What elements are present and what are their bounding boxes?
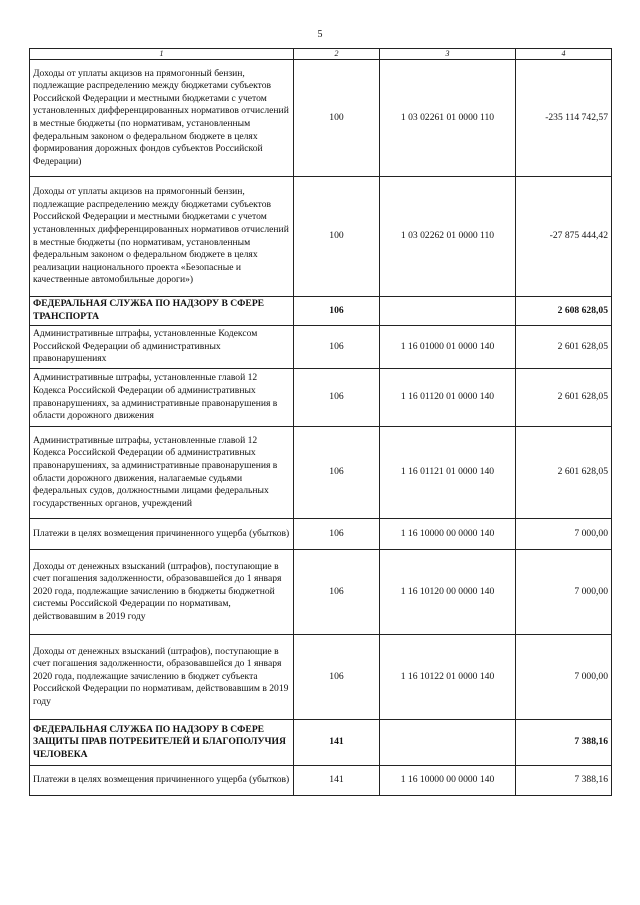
row-description: Платежи в целях возмещения причиненного ущерба (убытков) [30, 519, 294, 550]
column-header-1: 1 [30, 49, 294, 60]
table-row [30, 766, 612, 796]
row-budget-code: 1 16 01121 01 0000 140 [380, 427, 516, 519]
row-description: Административные штрафы, установленные Кодексом Российской Федерации об административных правонарушениях [30, 326, 294, 369]
row-admin-code: 106 [294, 297, 380, 326]
row-description: Административные штрафы, установленные главой 12 Кодекса Российской Федерации об административных правонарушениях, за административные правонарушения в области дорожного движения [30, 369, 294, 427]
page-number: 5 [317, 29, 323, 40]
row-description: Доходы от денежных взысканий (штрафов), поступающие в счет погашения задолженности, образовавшейся до 1 января 2020 года, подлежащие зачислению в бюджет субъекта Российской Федерации по нормативам, действовавшим в 2019 году [30, 635, 294, 720]
row-amount: 2 601 628,05 [516, 427, 612, 519]
row-budget-code: 1 16 01000 01 0000 140 [380, 326, 516, 369]
row-description: Доходы от уплаты акцизов на прямогонный бензин, подлежащие распределению между бюджетами субъектов Российской Федерации и местными бюджетами с учетом установленных дифференцированных нормативов отчислений в местные бюджеты (по нормативам, установленным федеральным законом о федеральном бюджете в целях формирования дорожных фондов субъектов Российской Федерации) [30, 60, 294, 177]
table-row [30, 635, 612, 720]
row-budget-code [380, 720, 516, 766]
row-amount: 7 000,00 [516, 519, 612, 550]
row-amount: 7 000,00 [516, 550, 612, 635]
row-budget-code: 1 03 02261 01 0000 110 [380, 60, 516, 177]
table-row [30, 427, 612, 519]
row-description: ФЕДЕРАЛЬНАЯ СЛУЖБА ПО НАДЗОРУ В СФЕРЕ ЗАЩИТЫ ПРАВ ПОТРЕБИТЕЛЕЙ И БЛАГОПОЛУЧИЯ ЧЕЛОВЕКА [30, 720, 294, 766]
column-header-3: 3 [380, 49, 516, 60]
row-admin-code: 106 [294, 550, 380, 635]
row-amount: 7 000,00 [516, 635, 612, 720]
column-number-row [30, 49, 612, 60]
table-row [30, 177, 612, 297]
row-amount: -235 114 742,57 [516, 60, 612, 177]
table-row [30, 326, 612, 369]
table-row-agency [30, 720, 612, 766]
revenue-table [29, 48, 612, 796]
row-admin-code: 100 [294, 177, 380, 297]
row-admin-code: 106 [294, 635, 380, 720]
row-budget-code: 1 16 10120 00 0000 140 [380, 550, 516, 635]
row-admin-code: 141 [294, 766, 380, 796]
row-description: ФЕДЕРАЛЬНАЯ СЛУЖБА ПО НАДЗОРУ В СФЕРЕ ТРАНСПОРТА [30, 297, 294, 326]
table-row [30, 519, 612, 550]
row-admin-code: 100 [294, 60, 380, 177]
row-admin-code: 106 [294, 326, 380, 369]
row-amount: -27 875 444,42 [516, 177, 612, 297]
row-description: Платежи в целях возмещения причиненного ущерба (убытков) [30, 766, 294, 796]
row-description: Административные штрафы, установленные главой 12 Кодекса Российской Федерации об административных правонарушениях, за административные правонарушения в области дорожного движения, налагаемые судьями федеральных судов, должностными лицами федеральных государственных органов, учреждений [30, 427, 294, 519]
table-row [30, 550, 612, 635]
row-amount: 7 388,16 [516, 766, 612, 796]
row-admin-code: 106 [294, 427, 380, 519]
row-budget-code: 1 16 10122 01 0000 140 [380, 635, 516, 720]
row-description: Доходы от денежных взысканий (штрафов), поступающие в счет погашения задолженности, образовавшейся до 1 января 2020 года, подлежащие зачислению в бюджеты бюджетной системы Российской Федерации по нормативам, действовавшим в 2019 году [30, 550, 294, 635]
table-row [30, 60, 612, 177]
row-budget-code: 1 16 10000 00 0000 140 [380, 766, 516, 796]
column-header-4: 4 [516, 49, 612, 60]
row-admin-code: 106 [294, 369, 380, 427]
table-row [30, 369, 612, 427]
table-row-agency [30, 297, 612, 326]
row-amount: 2 608 628,05 [516, 297, 612, 326]
row-admin-code: 141 [294, 720, 380, 766]
row-amount: 7 388,16 [516, 720, 612, 766]
row-amount: 2 601 628,05 [516, 326, 612, 369]
row-budget-code: 1 16 01120 01 0000 140 [380, 369, 516, 427]
row-budget-code: 1 16 10000 00 0000 140 [380, 519, 516, 550]
row-amount: 2 601 628,05 [516, 369, 612, 427]
column-header-2: 2 [294, 49, 380, 60]
row-description: Доходы от уплаты акцизов на прямогонный бензин, подлежащие распределению между бюджетами субъектов Российской Федерации и местными бюджетами с учетом установленных дифференцированных нормативов отчислений в местные бюджеты (по нормативам, установленным федеральным законом о федеральном бюджете в целях реализации национального проекта «Безопасные и качественные автомобильные дороги») [30, 177, 294, 297]
row-budget-code [380, 297, 516, 326]
row-budget-code: 1 03 02262 01 0000 110 [380, 177, 516, 297]
row-admin-code: 106 [294, 519, 380, 550]
